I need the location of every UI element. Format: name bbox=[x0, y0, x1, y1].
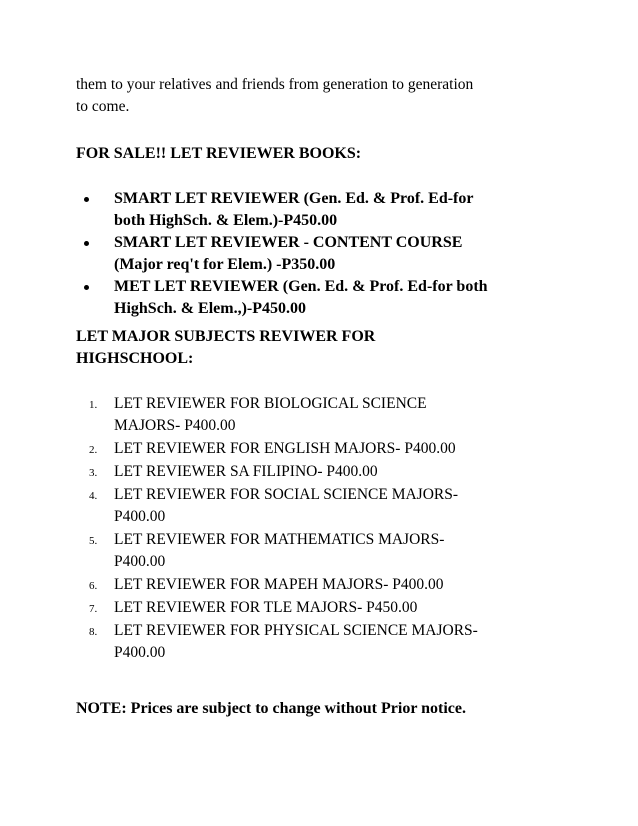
list-item-line-2: P400.00 bbox=[114, 644, 166, 661]
list-item bbox=[76, 620, 576, 664]
sale-item-line-2: both HighSch. & Elem.)-P450.00 bbox=[114, 212, 338, 229]
list-item bbox=[76, 393, 576, 437]
major-heading-line-2: HIGHSCHOOL: bbox=[76, 350, 194, 367]
list-number: 8. bbox=[89, 626, 98, 638]
price-note: NOTE: Prices are subject to change without Prior notice. bbox=[76, 700, 467, 717]
sale-item-line-1: SMART LET REVIEWER - CONTENT COURSE bbox=[114, 234, 463, 251]
list-item bbox=[76, 529, 576, 573]
major-heading bbox=[76, 326, 576, 370]
list-item-line-1: LET REVIEWER FOR BIOLOGICAL SCIENCE bbox=[114, 395, 427, 412]
list-number: 4. bbox=[89, 490, 98, 502]
list-item bbox=[76, 484, 576, 528]
sale-list bbox=[76, 188, 576, 320]
list-number: 6. bbox=[89, 580, 98, 592]
list-item-line-1: LET REVIEWER FOR ENGLISH MAJORS- P400.00 bbox=[114, 440, 456, 457]
sale-item-line-1: SMART LET REVIEWER (Gen. Ed. & Prof. Ed-for bbox=[114, 190, 474, 207]
list-item-line-1: LET REVIEWER FOR MATHEMATICS MAJORS- bbox=[114, 531, 445, 548]
sale-item-line-2: HighSch. & Elem.,)-P450.00 bbox=[114, 300, 306, 317]
list-number: 2. bbox=[89, 444, 98, 456]
list-item bbox=[76, 438, 576, 460]
intro-paragraph bbox=[76, 74, 576, 118]
document-page bbox=[76, 74, 576, 720]
list-item-line-2: P400.00 bbox=[114, 508, 166, 525]
list-number: 5. bbox=[89, 535, 98, 547]
sale-item bbox=[76, 188, 576, 232]
major-heading-line-1: LET MAJOR SUBJECTS REVIWER FOR bbox=[76, 328, 376, 345]
list-item-line-2: MAJORS- P400.00 bbox=[114, 417, 236, 434]
bullet-icon bbox=[84, 285, 89, 290]
intro-line-1: them to your relatives and friends from generation to generation bbox=[76, 76, 474, 93]
sale-heading: FOR SALE!! LET REVIEWER BOOKS: bbox=[76, 145, 362, 162]
list-item-line-1: LET REVIEWER FOR PHYSICAL SCIENCE MAJORS- bbox=[114, 622, 478, 639]
list-number: 3. bbox=[89, 467, 98, 479]
intro-line-2: to come. bbox=[76, 98, 130, 115]
list-item bbox=[76, 597, 576, 619]
list-item-line-1: LET REVIEWER FOR SOCIAL SCIENCE MAJORS- bbox=[114, 486, 459, 503]
list-number: 1. bbox=[89, 399, 98, 411]
list-item bbox=[76, 574, 576, 596]
bullet-icon bbox=[84, 197, 89, 202]
major-list bbox=[76, 393, 576, 664]
list-item-line-1: LET REVIEWER FOR MAPEH MAJORS- P400.00 bbox=[114, 576, 444, 593]
list-item-line-2: P400.00 bbox=[114, 553, 166, 570]
sale-item-line-1: MET LET REVIEWER (Gen. Ed. & Prof. Ed-for both bbox=[114, 278, 488, 295]
bullet-icon bbox=[84, 241, 89, 246]
list-number: 7. bbox=[89, 603, 98, 615]
list-item-line-1: LET REVIEWER SA FILIPINO- P400.00 bbox=[114, 463, 378, 480]
sale-item bbox=[76, 232, 576, 276]
sale-item bbox=[76, 276, 576, 320]
sale-item-line-2: (Major req't for Elem.) -P350.00 bbox=[114, 256, 336, 273]
list-item bbox=[76, 461, 576, 483]
list-item-line-1: LET REVIEWER FOR TLE MAJORS- P450.00 bbox=[114, 599, 418, 616]
